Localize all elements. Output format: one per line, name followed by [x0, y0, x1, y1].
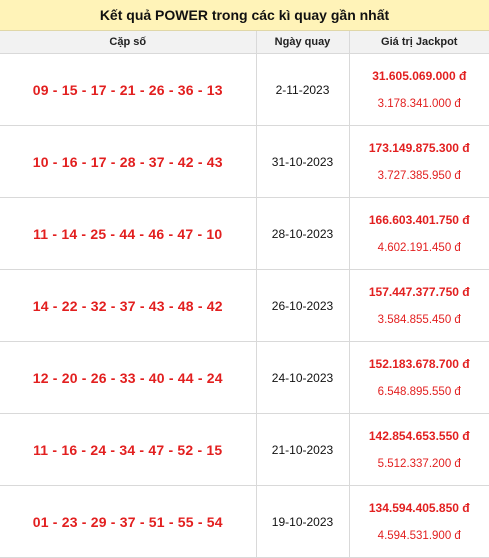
jackpot-2-value: 5.512.337.200 đ [350, 456, 489, 472]
jackpot-1-value: 142.854.653.550 đ [350, 428, 489, 444]
jackpot-1-value: 157.447.377.750 đ [350, 284, 489, 300]
numbers-cell: 11 - 14 - 25 - 44 - 46 - 47 - 10 [0, 198, 256, 270]
numbers-cell: 09 - 15 - 17 - 21 - 26 - 36 - 13 [0, 54, 256, 126]
date-cell: 2-11-2023 [256, 54, 349, 126]
jackpot-cell [349, 414, 489, 486]
jackpot-1-value: 173.149.875.300 đ [350, 140, 489, 156]
jackpot-2-value: 3.727.385.950 đ [350, 168, 489, 184]
results-table [0, 31, 489, 558]
table-row [0, 126, 489, 198]
table-header-row [0, 31, 489, 54]
jackpot-2-value: 3.584.855.450 đ [350, 312, 489, 328]
jackpot-2-value: 4.602.191.450 đ [350, 240, 489, 256]
jackpot-1-value: 134.594.405.850 đ [350, 500, 489, 516]
numbers-cell: 14 - 22 - 32 - 37 - 43 - 48 - 42 [0, 270, 256, 342]
date-cell: 31-10-2023 [256, 126, 349, 198]
date-cell: 24-10-2023 [256, 342, 349, 414]
column-header-numbers: Cặp số [0, 31, 256, 54]
numbers-cell: 01 - 23 - 29 - 37 - 51 - 55 - 54 [0, 486, 256, 558]
jackpot-cell [349, 342, 489, 414]
numbers-cell: 10 - 16 - 17 - 28 - 37 - 42 - 43 [0, 126, 256, 198]
jackpot-cell [349, 126, 489, 198]
jackpot-cell [349, 198, 489, 270]
jackpot-1-value: 166.603.401.750 đ [350, 212, 489, 228]
date-cell: 26-10-2023 [256, 270, 349, 342]
jackpot-1-value: 152.183.678.700 đ [350, 356, 489, 372]
table-row [0, 54, 489, 126]
table-row [0, 414, 489, 486]
jackpot-1-value: 31.605.069.000 đ [350, 68, 489, 84]
table-row [0, 198, 489, 270]
date-cell: 19-10-2023 [256, 486, 349, 558]
jackpot-2-value: 3.178.341.000 đ [350, 96, 489, 112]
jackpot-2-value: 4.594.531.900 đ [350, 528, 489, 544]
jackpot-2-value: 6.548.895.550 đ [350, 384, 489, 400]
table-row [0, 486, 489, 558]
column-header-jackpot: Giá trị Jackpot [349, 31, 489, 54]
column-header-date: Ngày quay [256, 31, 349, 54]
numbers-cell: 11 - 16 - 24 - 34 - 47 - 52 - 15 [0, 414, 256, 486]
numbers-cell: 12 - 20 - 26 - 33 - 40 - 44 - 24 [0, 342, 256, 414]
table-row [0, 342, 489, 414]
jackpot-cell [349, 270, 489, 342]
date-cell: 28-10-2023 [256, 198, 349, 270]
date-cell: 21-10-2023 [256, 414, 349, 486]
jackpot-cell [349, 54, 489, 126]
table-row [0, 270, 489, 342]
page-title: Kết quả POWER trong các kì quay gần nhất [0, 0, 489, 31]
jackpot-cell [349, 486, 489, 558]
